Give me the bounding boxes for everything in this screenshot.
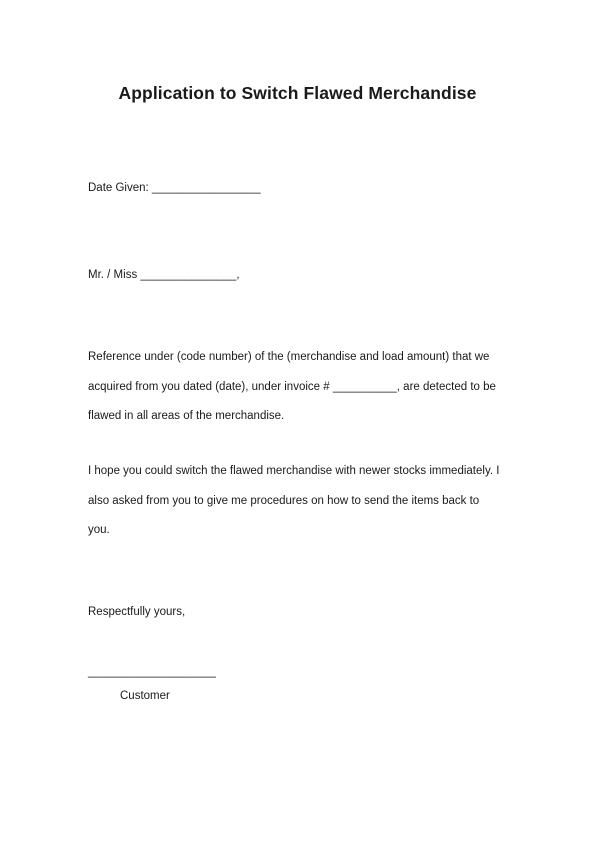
- paragraph1-line: acquired from you dated (date), under invoice # __________, are detected to be: [88, 381, 496, 393]
- paragraph1-line: flawed in all areas of the merchandise.: [88, 410, 285, 422]
- paragraph2-line: also asked from you to give me procedures on how to send the items back to: [88, 495, 480, 507]
- signer-label: Customer: [120, 690, 170, 702]
- salutation-line: Mr. / Miss _______________,: [88, 269, 240, 281]
- signature-line: ____________________: [88, 666, 216, 678]
- paragraph2-line: you.: [88, 524, 110, 536]
- closing-line: Respectfully yours,: [88, 606, 186, 618]
- date-given-line: Date Given: _________________: [88, 182, 261, 194]
- document-title: Application to Switch Flawed Merchandise: [118, 83, 477, 103]
- paragraph2-line: I hope you could switch the flawed merchandise with newer stocks immediately. I: [88, 465, 500, 477]
- paragraph1-line: Reference under (code number) of the (merchandise and load amount) that we: [88, 351, 490, 363]
